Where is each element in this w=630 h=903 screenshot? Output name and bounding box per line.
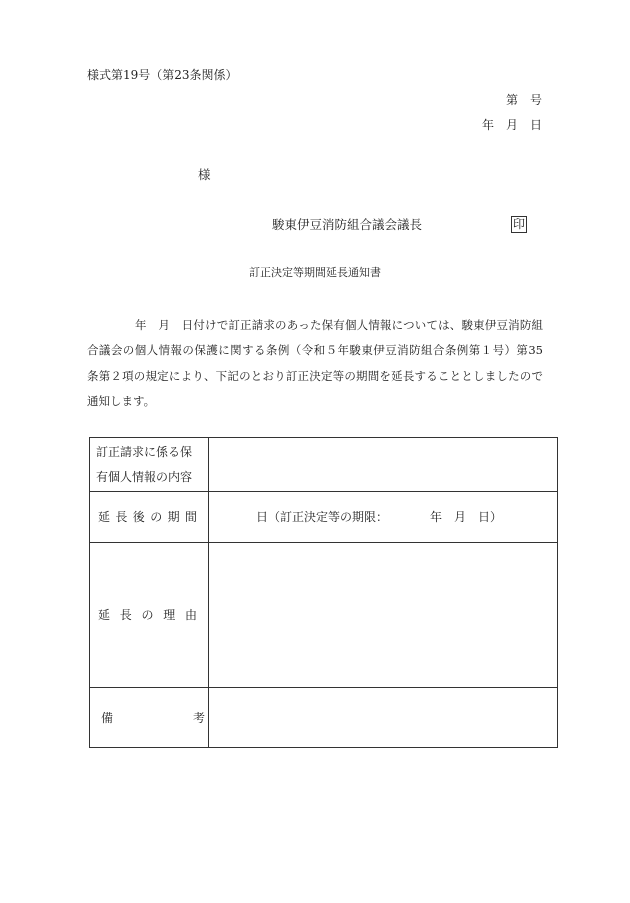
body-line-1: 年 月 日付けで訂正請求のあった保有個人情報については、駿東伊豆消防組	[135, 318, 543, 332]
row-label	[90, 492, 209, 542]
row-value-extended-period: 日（訂正決定等の期限： 年 月 日）	[256, 510, 503, 524]
body-line-2: 合議会の個人情報の保護に関する条例（令和５年駿東伊豆消防組合条例第１号）第35	[87, 343, 543, 357]
table-row-reason	[90, 542, 557, 687]
row-label-text: 延長の理由	[98, 608, 197, 622]
table-row-personal-info	[90, 438, 557, 491]
body-line-4: 通知します。	[87, 394, 156, 408]
row-label-text: 延長後の期間	[98, 510, 197, 524]
table-row-extended-period	[90, 491, 557, 542]
row-value-remarks	[209, 688, 557, 747]
form-number: 様式第19号（第23条関係）	[87, 68, 238, 82]
table-row-remarks	[90, 687, 557, 747]
document-number: 第 号	[505, 93, 542, 107]
row-label-line-2: 有個人情報の内容	[96, 469, 193, 484]
issue-date: 年 月 日	[481, 118, 542, 132]
sender-name: 駿東伊豆消防組合議会議長	[272, 217, 423, 232]
row-label	[90, 688, 209, 747]
seal-mark: 印	[512, 217, 525, 231]
row-value-personal-info	[209, 438, 557, 491]
row-label-text: 備考	[101, 710, 205, 725]
row-label	[90, 438, 209, 491]
document-title: 訂正決定等期間延長通知書	[249, 266, 381, 279]
row-label	[90, 543, 209, 687]
row-value-reason	[209, 543, 557, 687]
body-line-3: 条第２項の規定により、下記のとおり訂正決定等の期間を延長することとしましたので	[87, 369, 543, 383]
details-table	[89, 437, 558, 748]
row-label-line-1: 訂正請求に係る保	[96, 444, 193, 459]
addressee-suffix: 様	[198, 167, 211, 182]
